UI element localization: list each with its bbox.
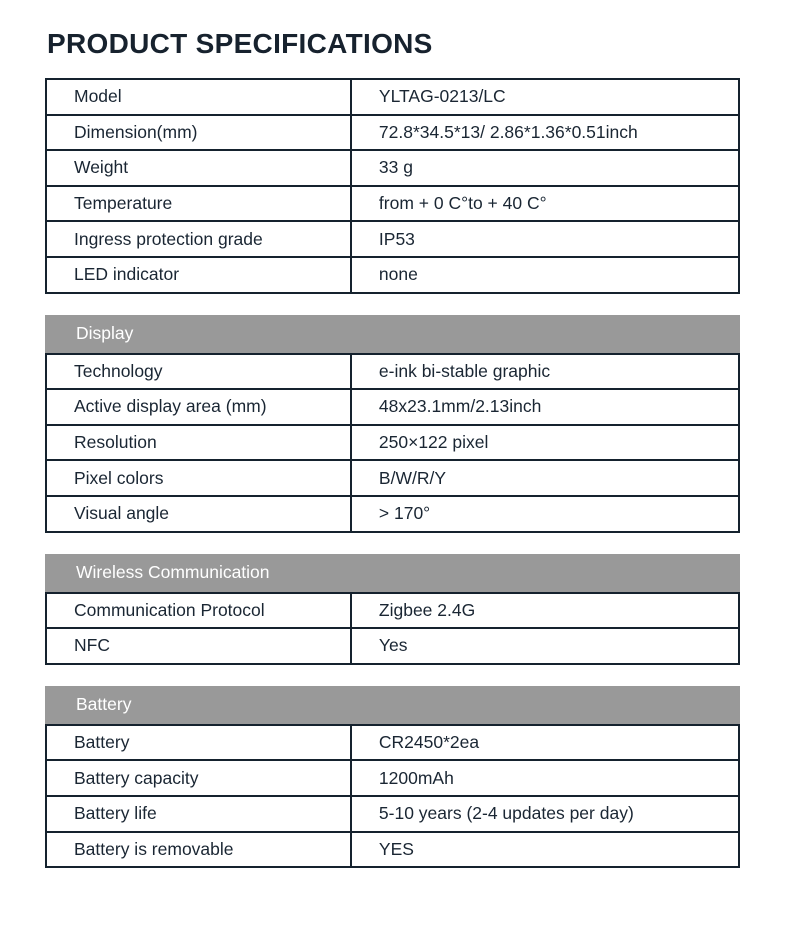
section-header: Wireless Communication: [45, 554, 740, 592]
table-row: [46, 389, 739, 425]
spec-label-cell: Dimension(mm): [46, 115, 351, 151]
table-row: [46, 460, 739, 496]
spec-label-cell: Ingress protection grade: [46, 221, 351, 257]
spec-value-cell: e-ink bi-stable graphic: [351, 354, 739, 390]
spec-value-cell: Yes: [351, 628, 739, 664]
spec-label-cell: Battery is removable: [46, 832, 351, 868]
spec-label-cell: Model: [46, 79, 351, 115]
spec-section: [45, 554, 740, 665]
table-row: [46, 496, 739, 532]
table-row: [46, 257, 739, 293]
table-row: [46, 425, 739, 461]
spec-section: [45, 315, 740, 533]
spec-value-cell: 5-10 years (2-4 updates per day): [351, 796, 739, 832]
spec-value-cell: from + 0 C°to + 40 C°: [351, 186, 739, 222]
spec-value-cell: 33 g: [351, 150, 739, 186]
spec-sections: [45, 78, 740, 868]
section-header: Display: [45, 315, 740, 353]
table-row: [46, 79, 739, 115]
spec-value-cell: YES: [351, 832, 739, 868]
table-row: [46, 150, 739, 186]
spec-value-cell: CR2450*2ea: [351, 725, 739, 761]
spec-section: [45, 78, 740, 294]
spec-section: [45, 686, 740, 868]
spec-value-cell: > 170°: [351, 496, 739, 532]
spec-label-cell: Battery: [46, 725, 351, 761]
spec-label-cell: Battery capacity: [46, 760, 351, 796]
spec-label-cell: Weight: [46, 150, 351, 186]
table-row: [46, 221, 739, 257]
spec-table: [45, 724, 740, 868]
table-row: [46, 115, 739, 151]
table-row: [46, 832, 739, 868]
spec-label-cell: Resolution: [46, 425, 351, 461]
spec-table: [45, 78, 740, 294]
spec-label-cell: Visual angle: [46, 496, 351, 532]
spec-table: [45, 353, 740, 533]
table-row: [46, 725, 739, 761]
table-row: [46, 186, 739, 222]
spec-value-cell: 250×122 pixel: [351, 425, 739, 461]
spec-label-cell: NFC: [46, 628, 351, 664]
spec-value-cell: IP53: [351, 221, 739, 257]
spec-table: [45, 592, 740, 665]
table-row: [46, 796, 739, 832]
spec-value-cell: 72.8*34.5*13/ 2.86*1.36*0.51inch: [351, 115, 739, 151]
section-header: Battery: [45, 686, 740, 724]
spec-value-cell: B/W/R/Y: [351, 460, 739, 496]
spec-value-cell: 48x23.1mm/2.13inch: [351, 389, 739, 425]
table-row: [46, 593, 739, 629]
spec-label-cell: Communication Protocol: [46, 593, 351, 629]
spec-value-cell: none: [351, 257, 739, 293]
spec-label-cell: Active display area (mm): [46, 389, 351, 425]
spec-value-cell: YLTAG-0213/LC: [351, 79, 739, 115]
table-row: [46, 628, 739, 664]
spec-label-cell: Pixel colors: [46, 460, 351, 496]
spec-label-cell: Temperature: [46, 186, 351, 222]
table-row: [46, 760, 739, 796]
page-title: PRODUCT SPECIFICATIONS: [47, 28, 433, 59]
spec-label-cell: Technology: [46, 354, 351, 390]
spec-label-cell: Battery life: [46, 796, 351, 832]
spec-value-cell: Zigbee 2.4G: [351, 593, 739, 629]
table-row: [46, 354, 739, 390]
spec-value-cell: 1200mAh: [351, 760, 739, 796]
spec-label-cell: LED indicator: [46, 257, 351, 293]
